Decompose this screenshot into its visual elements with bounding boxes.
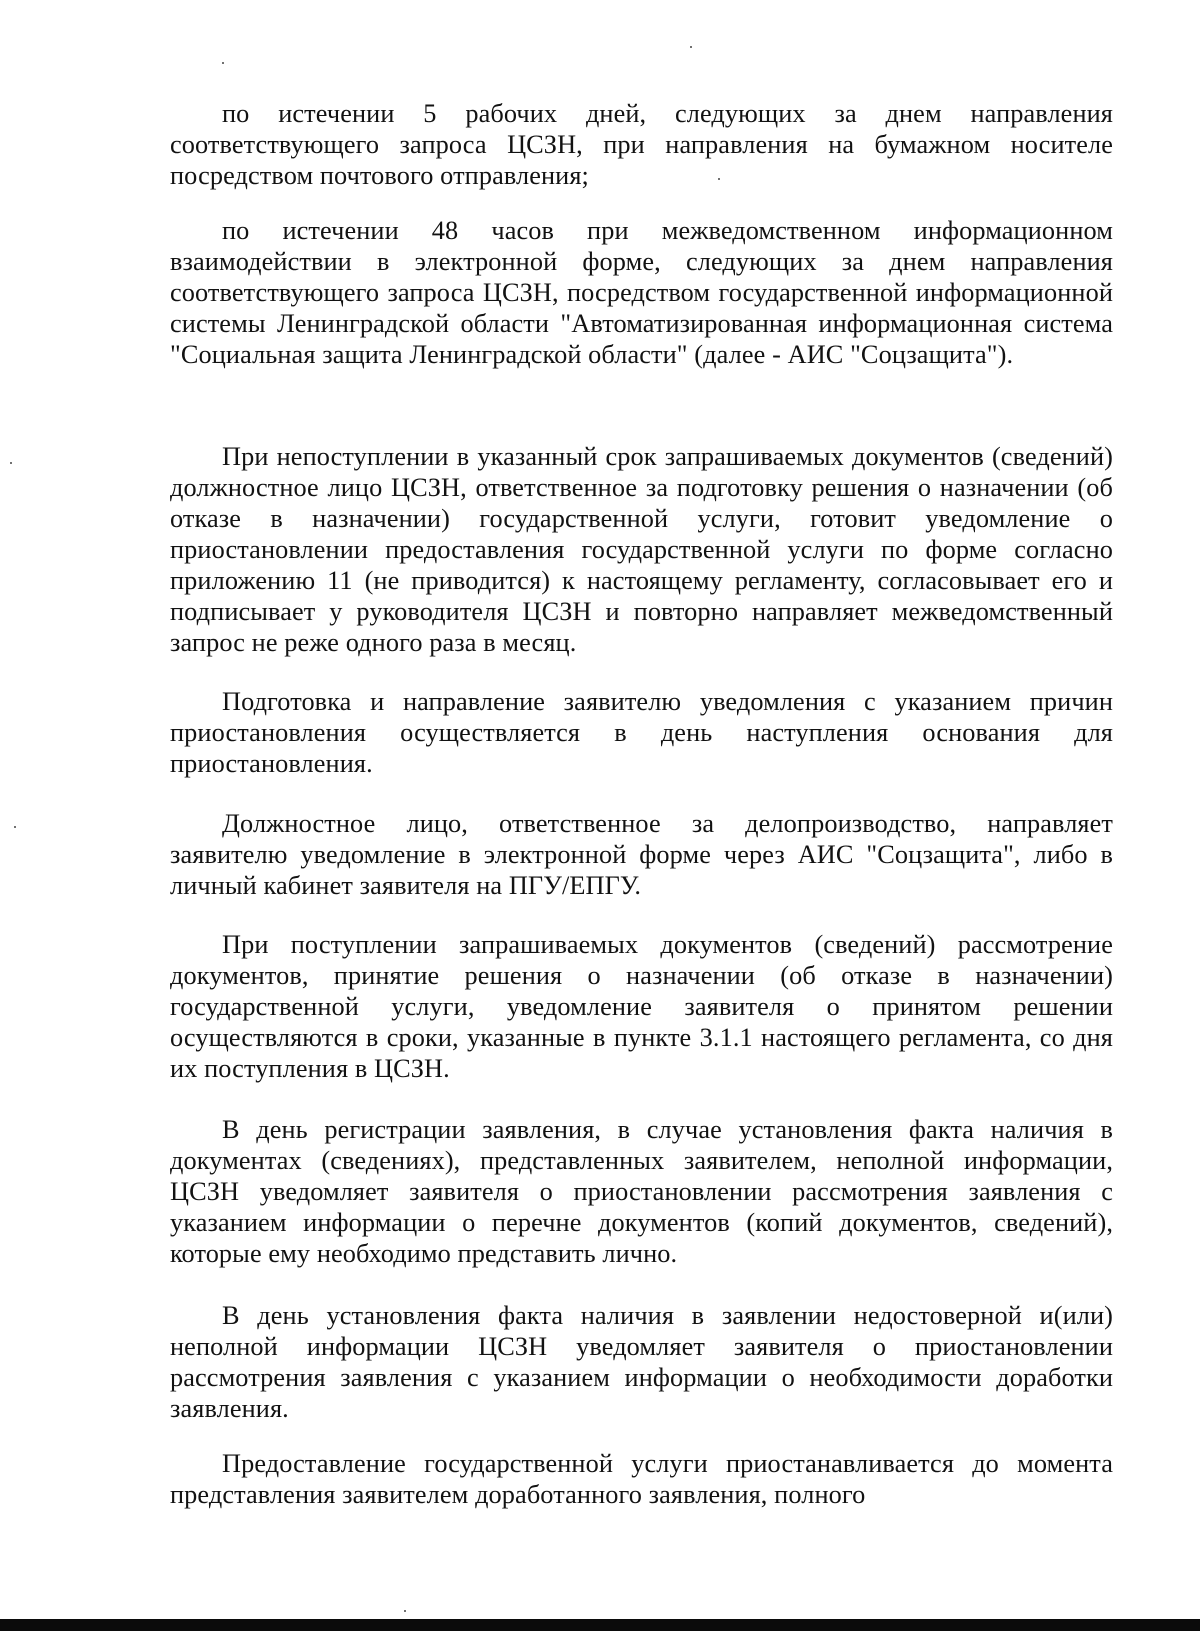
scan-speck	[404, 1610, 406, 1612]
paragraph-3: При непоступлении в указанный срок запрашиваемых документов (сведений) должностное лицо ЦСЗН, ответственное за подготовку решения о назначении (об отказе в назначении) государственной услуги, готовит уведомление о приостановлении предоставления государственной услуги по форме согласно приложению 11 (не приводится) к настоящему регламенту, согласовывает его и подписывает у руководителя ЦСЗН и повторно направляет межведомственный запрос не реже одного раза в месяц.	[170, 442, 1113, 657]
paragraph-1: по истечении 5 рабочих дней, следующих за днем направления соответствующего запроса ЦСЗН, при направления на бумажном носителе посредством почтового отправления;	[170, 99, 1113, 190]
paragraph-2: по истечении 48 часов при межведомственном информационном взаимодействии в электронной форме, следующих за днем направления соответствующего запроса ЦСЗН, посредством государственной информационной системы Ленинградской области "Автоматизированная информационная система "Социальная защита Ленинградской области" (далее - АИС "Соцзащита").	[170, 216, 1113, 369]
paragraph-8: В день установления факта наличия в заявлении недостоверной и(или) неполной информации ЦСЗН уведомляет заявителя о приостановлении рассмотрения заявления с указанием информации о необходимости доработки заявления.	[170, 1301, 1113, 1423]
scan-speck	[14, 826, 16, 828]
scan-speck	[10, 462, 12, 464]
paragraph-4: Подготовка и направление заявителю уведомления с указанием причин приостановления осуществляется в день наступления основания для приостановления.	[170, 687, 1113, 778]
scan-speck	[718, 178, 720, 180]
paragraph-9: Предоставление государственной услуги приостанавливается до момента представления заявителем доработанного заявления, полного	[170, 1449, 1113, 1509]
paragraph-6: При поступлении запрашиваемых документов (сведений) рассмотрение документов, принятие решения о назначении (об отказе в назначении) государственной услуги, уведомление заявителя о принятом решении осуществляются в сроки, указанные в пункте 3.1.1 настоящего регламента, со дня их поступления в ЦСЗН.	[170, 930, 1113, 1083]
scan-speck	[222, 62, 224, 64]
paragraph-7: В день регистрации заявления, в случае установления факта наличия в документах (сведениях), представленных заявителем, неполной информации, ЦСЗН уведомляет заявителя о приостановлении рассмотрения заявления с указанием информации о перечне документов (копий документов, сведений), которые ему необходимо представить лично.	[170, 1115, 1113, 1268]
scan-edge-bar	[0, 1619, 1200, 1631]
paragraph-5: Должностное лицо, ответственное за делопроизводство, направляет заявителю уведомление в электронной форме через АИС "Соцзащита", либо в личный кабинет заявителя на ПГУ/ЕПГУ.	[170, 809, 1113, 900]
scan-speck	[690, 46, 692, 48]
